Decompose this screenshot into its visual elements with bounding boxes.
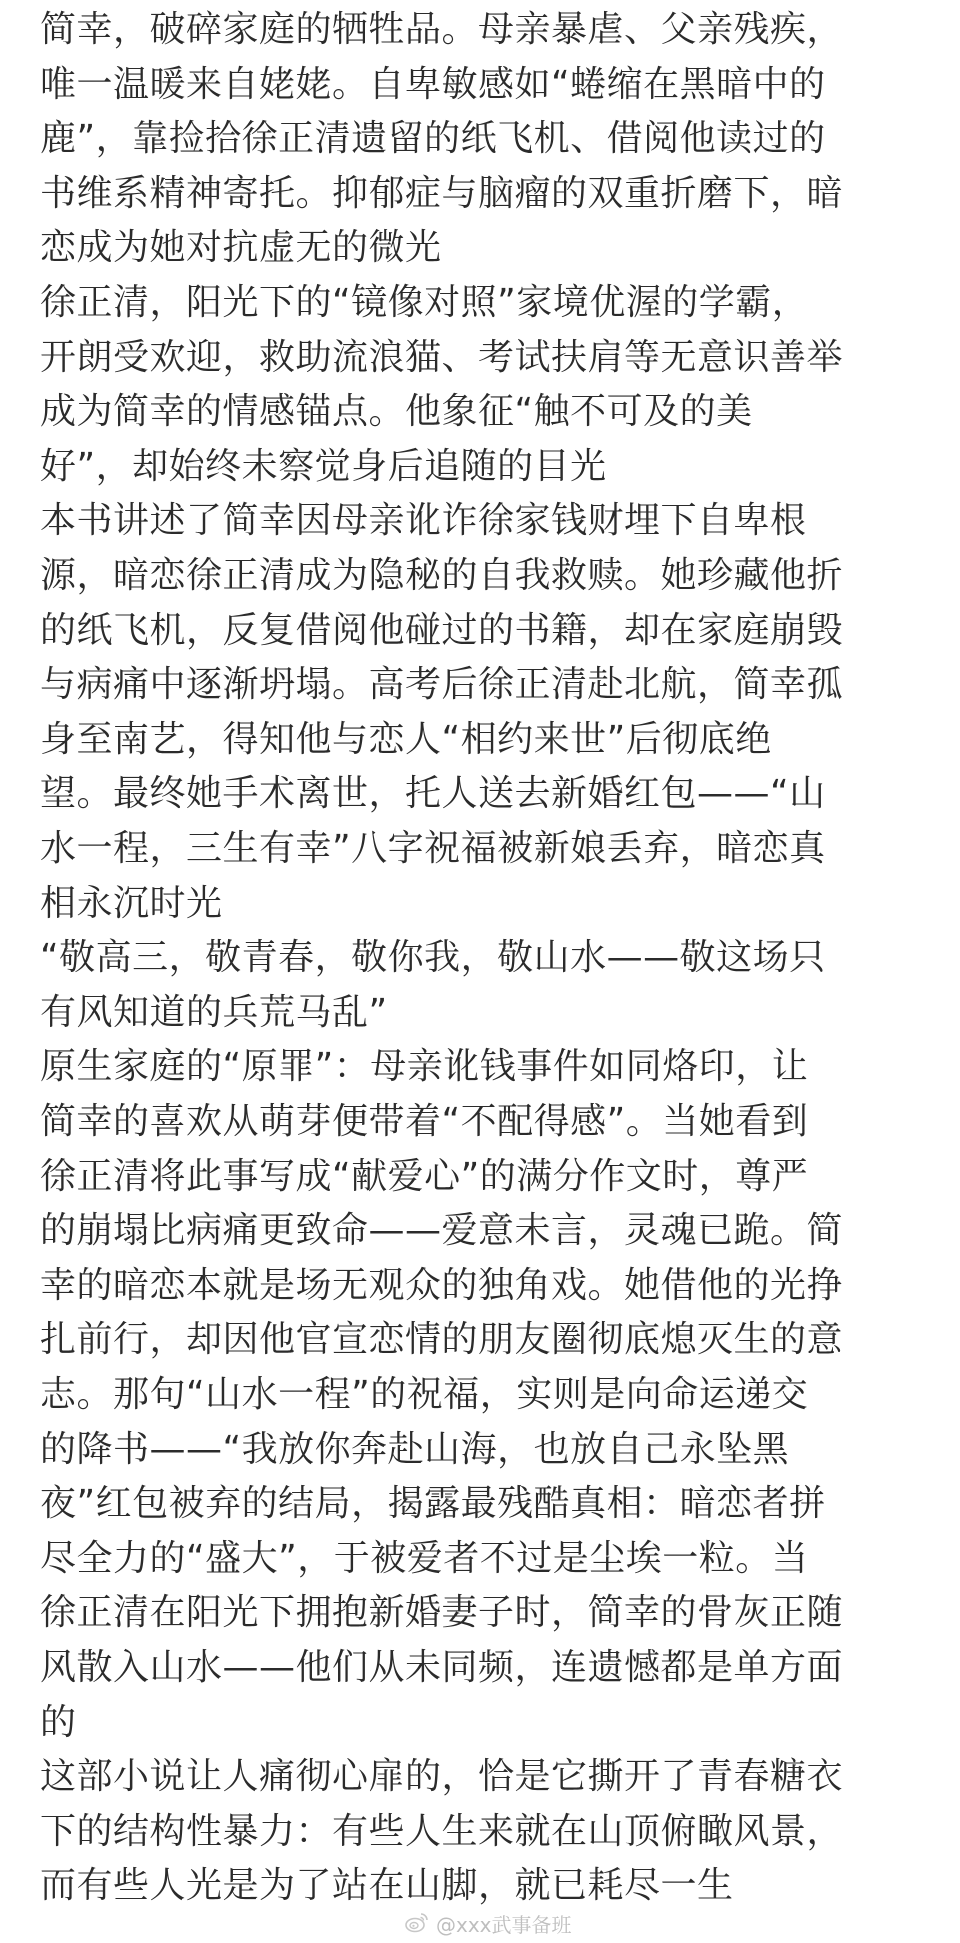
- watermark-text: @xxx武事备班: [436, 1912, 572, 1937]
- text-line: 开朗受欢迎，救助流浪猫、考试扶肩等无意识善举: [40, 336, 844, 378]
- text-line: 夜”红包被弃的结局，揭露最残酷真相：暗恋者拼: [40, 1483, 826, 1525]
- text-line: 水一程，三生有幸”八字祝福被新娘丢弃，暗恋真: [40, 828, 826, 869]
- text-line: 与病痛中逐渐坍塌。高考后徐正清赴北航，简幸孤: [40, 664, 844, 706]
- text-line: 成为简幸的情感锚点。他象征“触不可及的美: [40, 391, 753, 433]
- text-line: 唯一温暖来自姥姥。自卑敏感如“蜷缩在黑暗中的: [40, 63, 826, 105]
- text-line: 扎前行，却因他官宣恋情的朋友圈彻底熄灭生的意: [40, 1319, 844, 1361]
- text-line: 原生家庭的“原罪”：母亲讹钱事件如同烙印，让: [40, 1046, 809, 1088]
- text-line: 有风知道的兵荒马乱”: [40, 991, 388, 1033]
- text-line: 徐正清，阳光下的“镜像对照”家境优渥的学霸，: [40, 282, 809, 323]
- text-line: 身至南艺，得知他与恋人“相约来世”后彻底绝: [40, 718, 772, 760]
- text-line: 恋成为她对抗虚无的微光: [40, 227, 442, 269]
- weibo-logo-icon: [404, 1910, 430, 1936]
- text-line: 幸的暗恋本就是场无观众的独角戏。她借他的光挣: [40, 1264, 844, 1306]
- text-line: 徐正清在阳光下拥抱新婚妻子时，简幸的骨灰正随: [40, 1592, 844, 1634]
- text-line: 源，暗恋徐正清成为隐秘的自我救赎。她珍藏他折: [40, 555, 844, 596]
- text-line: 下的结构性暴力：有些人生来就在山顶俯瞰风景，: [40, 1810, 844, 1852]
- text-line: 的: [40, 1701, 77, 1743]
- text-line: 相永沉时光: [40, 882, 223, 924]
- text-line: 的纸飞机，反复借阅他碰过的书籍，却在家庭崩毁: [40, 609, 844, 651]
- text-line: 望。最终她手术离世，托人送去新婚红包——“山: [40, 773, 826, 815]
- text-line: 而有些人光是为了站在山脚，就已耗尽一生: [40, 1865, 734, 1907]
- text-line: 志。那句“山水一程”的祝福，实则是向命运递交: [40, 1374, 809, 1415]
- watermark: [404, 1903, 572, 1943]
- text-line: 的降书——“我放你奔赴山海，也放自己永坠黑: [40, 1428, 790, 1470]
- text-line: “敬高三，敬青春，敬你我，敬山水——敬这场只: [40, 937, 826, 979]
- text-line: 好”，却始终未察觉身后追随的目光: [40, 445, 607, 487]
- text-line: 鹿”，靠捡拾徐正清遗留的纸飞机、借阅他读过的: [40, 118, 826, 160]
- text-line: 徐正清将此事写成“献爱心”的满分作文时，尊严: [40, 1155, 809, 1197]
- text-line: 本书讲述了简幸因母亲讹诈徐家钱财埋下自卑根: [40, 500, 807, 542]
- text-line: 尽全力的“盛大”，于被爱者不过是尘埃一粒。当: [40, 1537, 809, 1579]
- text-line: 简幸，破碎家庭的牺牲品。母亲暴虐、父亲残疾，: [40, 9, 844, 50]
- text-line: 这部小说让人痛彻心扉的，恰是它撕开了青春糖衣: [40, 1756, 844, 1798]
- text-line: 书维系精神寄托。抑郁症与脑瘤的双重折磨下，暗: [40, 172, 844, 214]
- text-line: 简幸的喜欢从萌芽便带着“不配得感”。当她看到: [40, 1101, 809, 1142]
- text-line: 风散入山水——他们从未同频，连遗憾都是单方面: [40, 1647, 844, 1688]
- text-line: 的崩塌比病痛更致命——爱意未言，灵魂已跪。简: [40, 1210, 844, 1252]
